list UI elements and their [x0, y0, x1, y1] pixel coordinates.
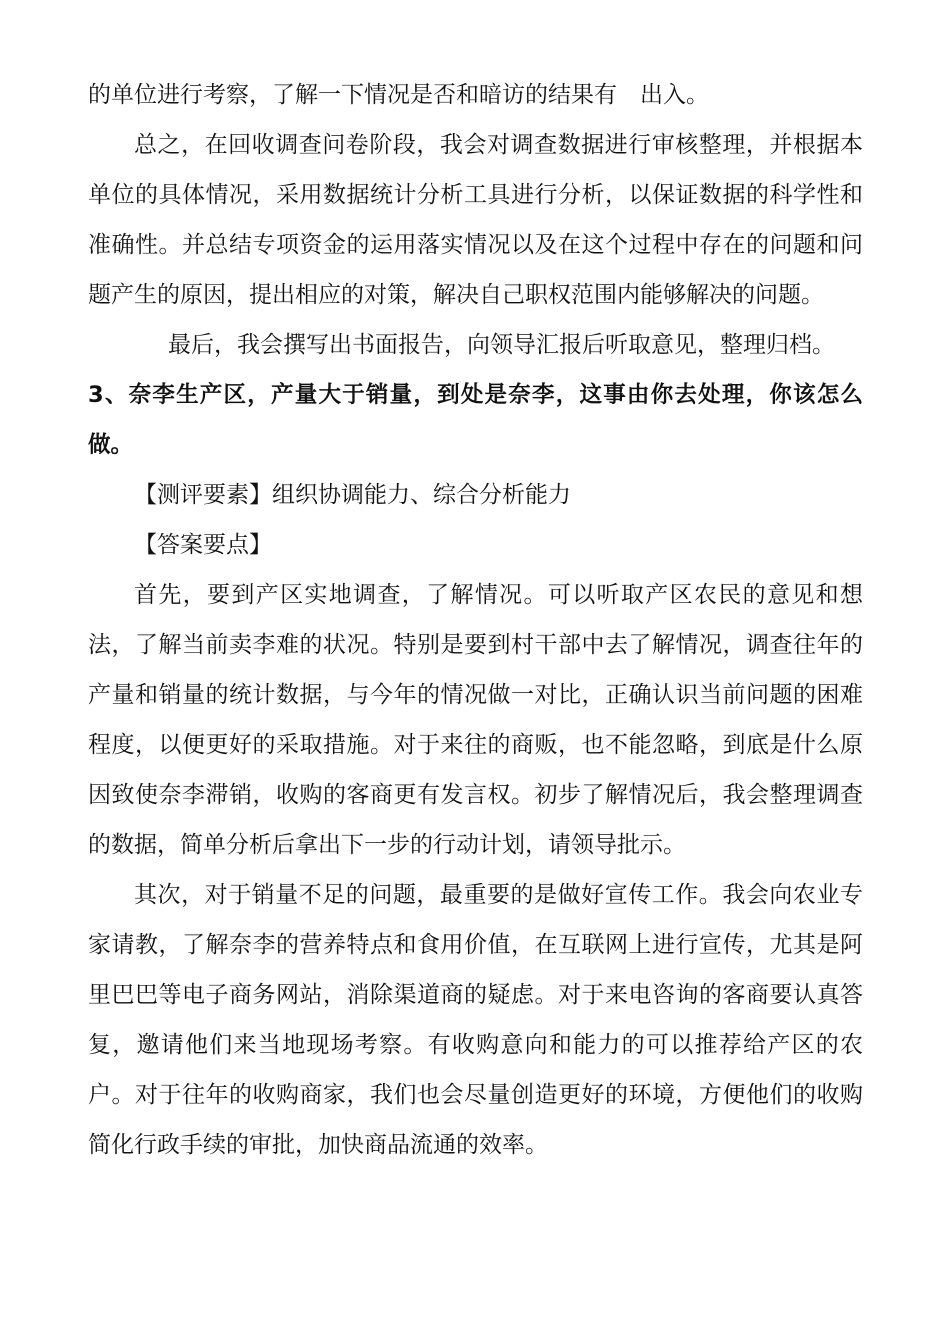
- document-page: [88, 70, 863, 1170]
- answer-paragraph-first: 首先，要到产区实地调查，了解情况。可以听取产区农民的意见和想法，了解当前卖李难的状况。特别是要到村干部中去了解情况，调查往年的产量和销量的统计数据，与今年的情况做一对比，正确认识当前问题的困难程度，以便更好的采取措施。对于来往的商贩，也不能忽略，到底是什么原因致使奈李滞销，收购的客商更有发言权。初步了解情况后，我会整理调查的数据，简单分析后拿出下一步的行动计划，请领导批示。: [88, 582, 863, 858]
- evaluation-factors: 【测评要素】组织协调能力、综合分析能力: [134, 482, 571, 508]
- answer-paragraph-second: 其次，对于销量不足的问题，最重要的是做好宣传工作。我会向农业专家请教，了解奈李的营养特点和食用价值，在互联网上进行宣传，尤其是阿里巴巴等电子商务网站，消除渠道商的疑虑。对于来电咨询的客商要认真答复，邀请他们来当地现场考察。有收购意向和能力的可以推荐给产区的农户。对于往年的收购商家，我们也会尽量创造更好的环境，方便他们的收购简化行政手续的审批，加快商品流通的效率。: [88, 882, 863, 1158]
- paragraph-finally: 最后，我会撰写出书面报告，向领导汇报后听取意见，整理归档。: [168, 332, 835, 358]
- answer-points-label: 【答案要点】: [134, 532, 272, 558]
- question-3-heading: 3、奈李生产区，产量大于销量，到处是奈李，这事由你去处理，你该怎么做。: [88, 382, 863, 458]
- paragraph-summary: 总之，在回收调查问卷阶段，我会对调查数据进行审核整理，并根据本单位的具体情况，采用数据统计分析工具进行分析，以保证数据的科学性和准确性。并总结专项资金的运用落实情况以及在这个过程中存在的问题和问题产生的原因，提出相应的对策，解决自己职权范围内能够解决的问题。: [88, 132, 863, 308]
- paragraph-continuation: 的单位进行考察，了解一下情况是否和暗访的结果有 出入。: [88, 82, 709, 108]
